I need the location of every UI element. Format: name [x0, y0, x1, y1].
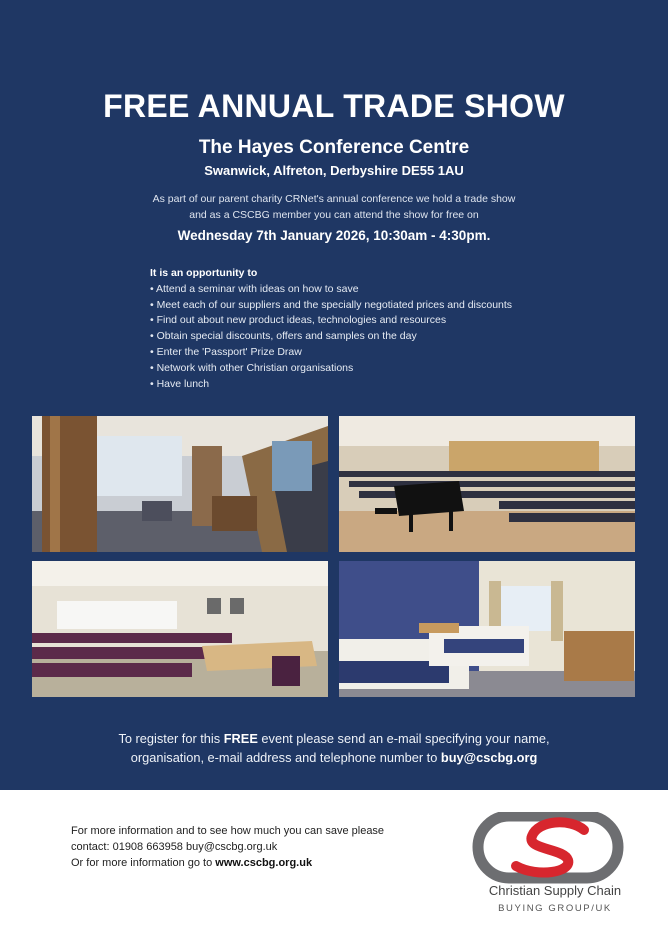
register-email-link[interactable]: buy@cscbg.org [440, 750, 538, 765]
website-link[interactable]: www.cscbg.org.uk [215, 857, 313, 869]
list-item: • Meet each of our suppliers and the specially negotiated prices and discounts [150, 298, 620, 314]
register-free: FREE [223, 731, 258, 746]
main-hall-photo [339, 416, 635, 552]
register-line-1 [0, 729, 668, 748]
footer-line-2: contact: 01908 663958 buy@cscbg.org.uk [71, 841, 278, 853]
list-item: • Attend a seminar with ideas on how to save [150, 282, 620, 298]
footer-contact [71, 823, 451, 871]
list-item: • Enter the 'Passport' Prize Draw [150, 345, 620, 361]
register-info [0, 729, 668, 767]
bedroom-photo [339, 561, 635, 697]
opportunities-list [150, 266, 620, 392]
list-item: • Network with other Christian organisations [150, 361, 620, 377]
opportunities-lead: It is an opportunity to [150, 267, 258, 279]
footer-line-1: For more information and to see how much you can save please [71, 825, 385, 837]
footer-line-3 [71, 855, 451, 871]
venue-address: Swanwick, Alfreton, Derbyshire DE55 1AU [204, 163, 464, 178]
intro-text [0, 191, 668, 223]
register-line-2 [0, 748, 668, 767]
register-text: event please send an e-mail specifying your name, [257, 731, 550, 746]
reception-photo [32, 416, 328, 552]
logo-subtitle: BUYING GROUP/UK [498, 903, 612, 914]
register-text: To register for this [118, 731, 224, 746]
intro-line-2: and as a CSCBG member you can attend the show for free on [189, 209, 479, 221]
venue-name: The Hayes Conference Centre [198, 137, 470, 158]
page-title: FREE ANNUAL TRADE SHOW [103, 88, 565, 124]
seminar-room-photo [32, 561, 328, 697]
intro-line-1: As part of our parent charity CRNet's annual conference we hold a trade show [152, 193, 516, 205]
footer-text: Or for more information go to [71, 857, 216, 869]
logo-name: Christian Supply Chain [488, 883, 622, 898]
event-date: Wednesday 7th January 2026, 10:30am - 4:30pm. [177, 228, 491, 243]
list-item: • Have lunch [150, 377, 620, 393]
list-item: • Find out about new product ideas, technologies and resources [150, 313, 620, 329]
register-text: organisation, e-mail address and telephone number to [130, 750, 441, 765]
list-item: • Obtain special discounts, offers and samples on the day [150, 329, 620, 345]
